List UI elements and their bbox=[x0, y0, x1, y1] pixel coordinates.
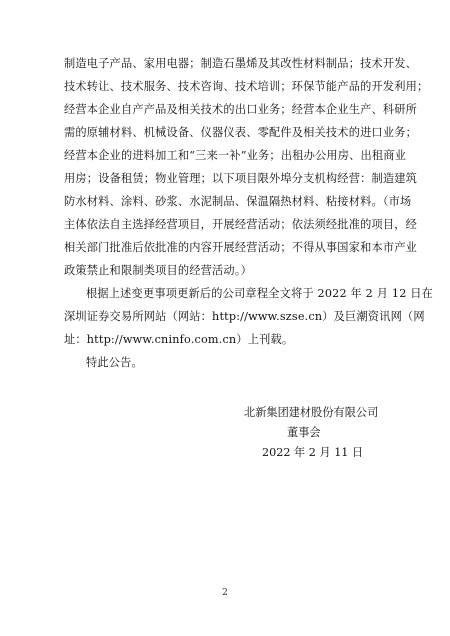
announcement-body bbox=[64, 52, 434, 374]
scope-line: 需的原辅材料、机械设备、仪器仪表、零配件及相关技术的进口业务； bbox=[64, 126, 418, 139]
signature-date: 2022 年 2 月 11 日 bbox=[262, 446, 364, 459]
scope-line: 用房；设备租赁；物业管理；以下项目限外埠分支机构经营：制造建筑 bbox=[64, 172, 418, 185]
scope-line: 制造电子产品、家用电器；制造石墨烯及其改性材料制品；技术开发、 bbox=[64, 57, 418, 70]
company-name: 北新集团建材股份有限公司 bbox=[244, 406, 379, 419]
scope-line: 经营本企业自产产品及相关技术的出口业务；经营本企业生产、科研所 bbox=[64, 103, 418, 116]
scope-line: 经营本企业的进料加工和“三来一补”业务；出租办公用房、出租商业 bbox=[64, 149, 407, 162]
disclosure-line: 址：http://www.cninfo.com.cn）上刊载。 bbox=[64, 333, 294, 346]
signature-block bbox=[0, 403, 450, 463]
disclosure-line: 根据上述变更事项更新后的公司章程全文将于 2022 年 2 月 12 日在 bbox=[86, 287, 434, 300]
scope-line: 政策禁止和限制类项目的经营活动。） bbox=[64, 264, 252, 277]
scope-line: 技术转让、技术服务、技术咨询、技术培训；环保节能产品的开发利用； bbox=[64, 80, 429, 93]
scope-line: 防水材料、涂料、砂浆、水泥制品、保温隔热材料、粘接材料。（市场 bbox=[64, 195, 412, 208]
board-name: 董事会 bbox=[287, 426, 321, 439]
disclosure-line: 深圳证券交易所网站（网站：http://www.szse.cn）及巨潮资讯网（网 bbox=[64, 310, 425, 323]
closing-text: 特此公告。 bbox=[86, 356, 143, 369]
scope-line: 主体依法自主选择经营项目，开展经营活动；依法须经批准的项目，经 bbox=[64, 218, 418, 231]
page-number: 2 bbox=[222, 588, 228, 598]
scope-line: 相关部门批准后依批准的内容开展经营活动；不得从事国家和本市产业 bbox=[64, 241, 418, 254]
